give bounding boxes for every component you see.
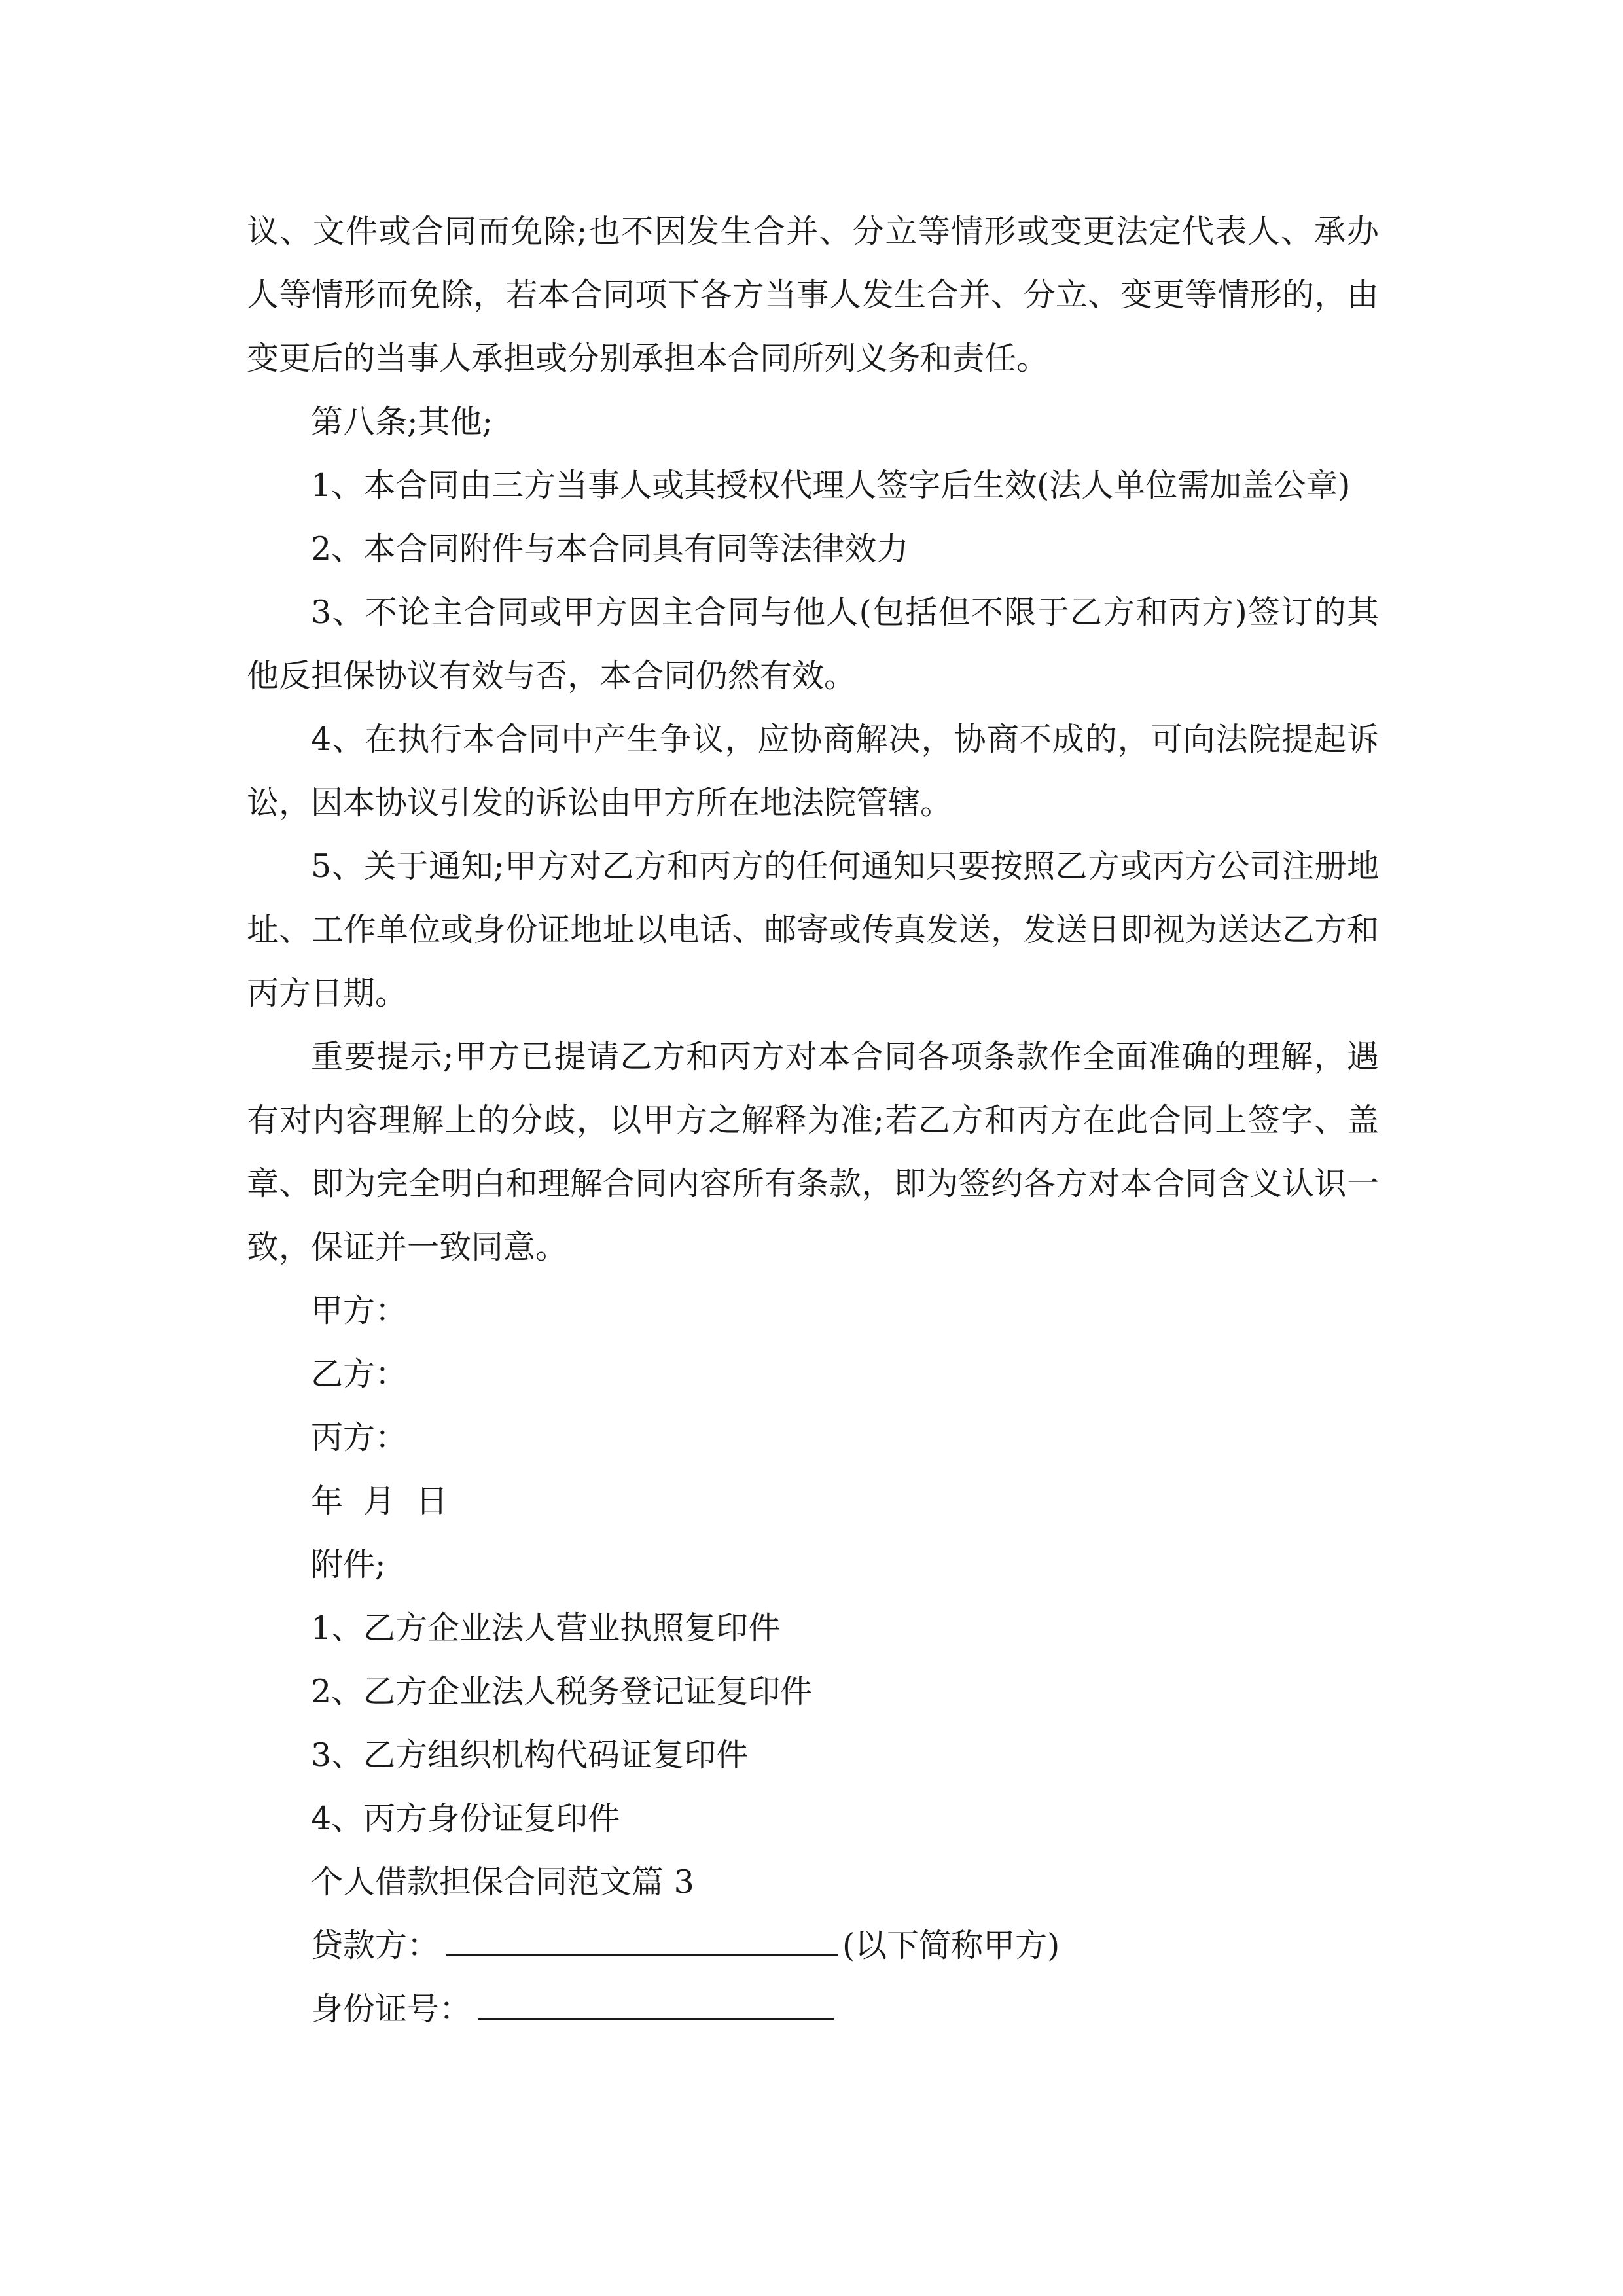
article-8-item-2: 2、本合同附件与本合同具有同等法律效力 xyxy=(311,530,909,567)
id-line xyxy=(247,1977,1379,2041)
signature-party-b: 乙方： xyxy=(311,1355,408,1393)
id-blank xyxy=(478,1985,834,2020)
attachment-item-4: 4、丙方身份证复印件 xyxy=(311,1800,620,1837)
attachment-item-3: 3、乙方组织机构代码证复印件 xyxy=(311,1736,749,1774)
attachments-heading: 附件; xyxy=(311,1546,386,1583)
lender-line xyxy=(247,1914,1379,1977)
article-8-item-5: 5、关于通知;甲方对乙方和丙方的任何通知只要按照乙方或丙方公司注册地址、工作单位或身份证地址以电话、邮寄或传真发送，发送日即视为送达乙方和丙方日期。 xyxy=(247,848,1379,1012)
signature-party-c: 丙方： xyxy=(311,1419,408,1456)
lender-label: 贷款方： xyxy=(311,1927,440,1964)
lender-suffix: (以下简称甲方) xyxy=(842,1927,1060,1964)
article-8-item-3: 3、不论主合同或甲方因主合同与他人(包括但不限于乙方和丙方)签订的其他反担保协议有效与否，本合同仍然有效。 xyxy=(247,594,1379,694)
id-label: 身份证号： xyxy=(311,1990,472,2028)
article-8-item-4: 4、在执行本合同中产生争议，应协商解决，协商不成的，可向法院提起诉讼，因本协议引发的诉讼由甲方所在地法院管辖。 xyxy=(247,721,1379,821)
important-notice: 重要提示;甲方已提请乙方和丙方对本合同各项条款作全面准确的理解，遇有对内容理解上的分歧，以甲方之解释为准;若乙方和丙方在此合同上签字、盖章、即为完全明白和理解合同内容所有条款，即为签约各方对本合同含义认识一致，保证并一致同意。 xyxy=(247,1038,1379,1266)
attachment-item-1: 1、乙方企业法人营业执照复印件 xyxy=(311,1609,781,1647)
article-8-item-1: 1、本合同由三方当事人或其授权代理人签字后生效(法人单位需加盖公章) xyxy=(311,467,1351,504)
section-title: 个人借款担保合同范文篇 3 xyxy=(311,1863,694,1901)
lender-blank xyxy=(446,1922,838,1956)
paragraph-continued: 议、文件或合同而免除;也不因发生合并、分立等情形或变更法定代表人、承办人等情形而免除，若本合同项下各方当事人发生合并、分立、变更等情形的，由变更后的当事人承担或分别承担本合同所列义务和责任。 xyxy=(247,213,1379,377)
attachment-item-2: 2、乙方企业法人税务登记证复印件 xyxy=(311,1673,813,1710)
document-body xyxy=(247,200,1379,2041)
signature-date: 年 月 日 xyxy=(311,1482,448,1520)
article-8-heading: 第八条;其他; xyxy=(311,403,493,440)
signature-party-a: 甲方： xyxy=(311,1292,408,1329)
